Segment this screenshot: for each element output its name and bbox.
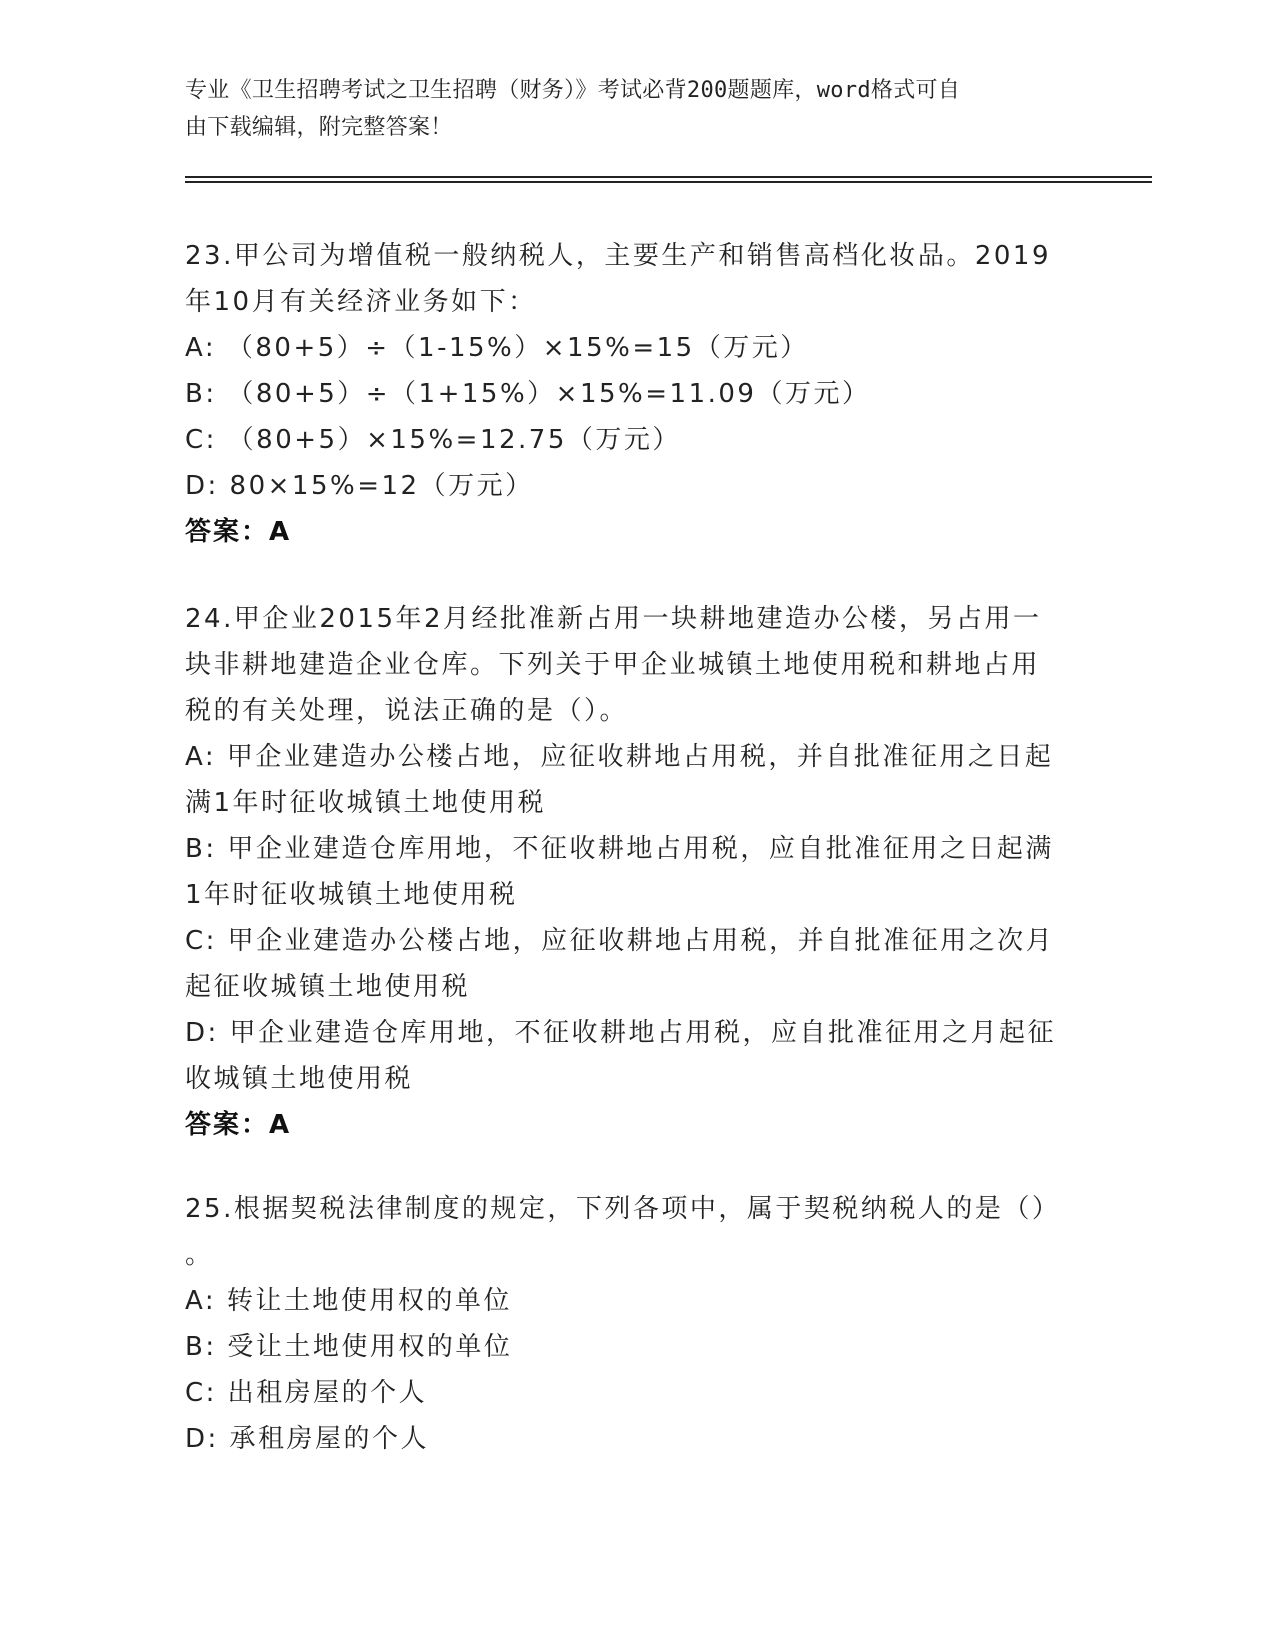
document-header	[185, 72, 1065, 146]
answer: 答案：A	[185, 517, 292, 547]
question-text: 块非耕地建造企业仓库。下列关于甲企业城镇土地使用税和耕地占用	[185, 650, 1041, 680]
option-c: C: （80+5）×15%=12.75（万元）	[185, 425, 681, 455]
option-d: D: 甲企业建造仓库用地，不征收耕地占用税，应自批准征用之月起征	[185, 1018, 1057, 1048]
option-c: C: 出租房屋的个人	[185, 1378, 428, 1408]
header-divider	[185, 176, 1152, 183]
question-23	[185, 233, 1085, 555]
question-text: 税的有关处理，说法正确的是（）。	[185, 696, 629, 726]
question-text: 25.根据契税法律制度的规定，下列各项中，属于契税纳税人的是（）	[185, 1194, 1061, 1224]
option-c: C: 甲企业建造办公楼占地，应征收耕地占用税，并自批准征用之次月	[185, 926, 1055, 956]
option-b-cont: 1年时征收城镇土地使用税	[185, 880, 518, 910]
answer: 答案：A	[185, 1110, 292, 1140]
option-a: A: 甲企业建造办公楼占地，应征收耕地占用税，并自批准征用之日起	[185, 742, 1054, 772]
option-a-cont: 满1年时征收城镇土地使用税	[185, 788, 547, 818]
header-line: 专业《卫生招聘考试之卫生招聘（财务）》考试必背200题题库，word格式可自	[185, 78, 961, 103]
question-text: 24.甲企业2015年2月经批准新占用一块耕地建造办公楼，另占用一	[185, 604, 1042, 634]
question-text: 。	[185, 1240, 214, 1270]
question-25	[185, 1186, 1085, 1462]
option-d-cont: 收城镇土地使用税	[185, 1064, 414, 1094]
header-line: 由下载编辑，附完整答案！	[185, 115, 453, 140]
question-24	[185, 596, 1085, 1148]
question-text: 年10月有关经济业务如下：	[185, 287, 537, 317]
option-b: B: （80+5）÷（1+15%）×15%=11.09（万元）	[185, 379, 871, 409]
option-d: D: 80×15%=12（万元）	[185, 471, 534, 501]
option-b: B: 受让土地使用权的单位	[185, 1332, 513, 1362]
option-d: D: 承租房屋的个人	[185, 1424, 430, 1454]
option-a: A: （80+5）÷（1-15%）×15%=15（万元）	[185, 333, 809, 363]
option-b: B: 甲企业建造仓库用地，不征收耕地占用税，应自批准征用之日起满	[185, 834, 1054, 864]
question-text: 23.甲公司为增值税一般纳税人，主要生产和销售高档化妆品。2019	[185, 241, 1052, 271]
option-c-cont: 起征收城镇土地使用税	[185, 972, 471, 1002]
option-a: A: 转让土地使用权的单位	[185, 1286, 512, 1316]
